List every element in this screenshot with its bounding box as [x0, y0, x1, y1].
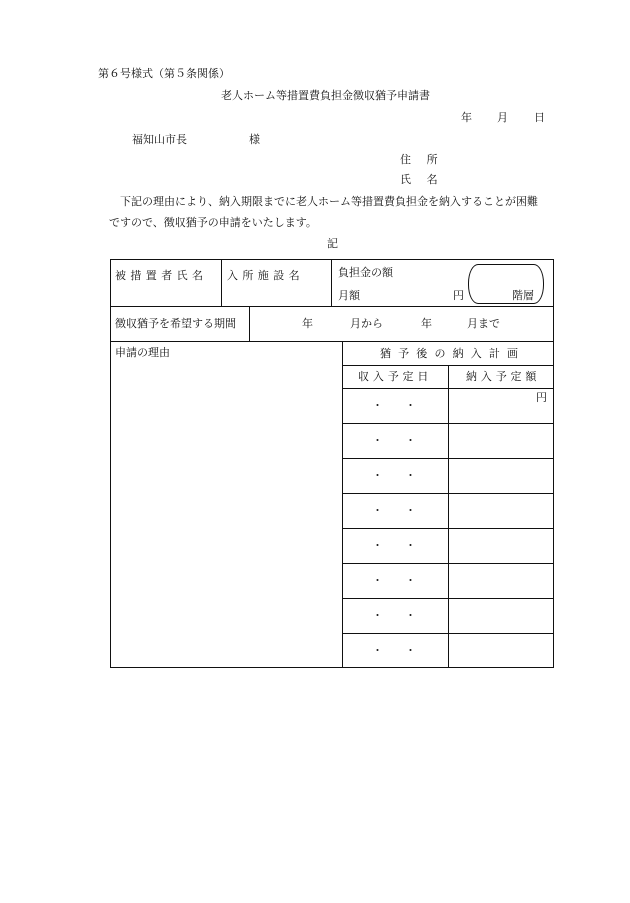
date-day-label: 日 [534, 111, 545, 124]
plan-date-row: ・ ・ [372, 609, 416, 622]
page-title: 老人ホーム等措置費負担金徴収猶予申請書 [221, 89, 430, 102]
recipient-honorific: 様 [249, 133, 260, 146]
facility-label: 入所施設名 [227, 269, 304, 282]
person-name-label: 被措置者氏名 [115, 269, 208, 282]
plan-date-row: ・ ・ [372, 644, 416, 657]
period-year-2: 年 [421, 317, 432, 330]
plan-date-row: ・ ・ [372, 469, 416, 482]
date-year-label: 年 [461, 111, 472, 124]
recipient-name: 福知山市長 [132, 133, 187, 146]
plan-date-row: ・ ・ [372, 504, 416, 517]
deferral-period-label: 徴収猶予を希望する期間 [115, 317, 236, 330]
plan-date-row: ・ ・ [372, 539, 416, 552]
plan-date-row: ・ ・ [372, 399, 416, 412]
body-text-line2: ですので、徴収猶予の申請をいたします。 [109, 216, 317, 229]
period-year-1: 年 [302, 317, 313, 330]
burden-amount-label: 負担金の額 [338, 266, 393, 279]
plan-col-amount: 納入予定額 [466, 370, 541, 383]
plan-date-row: ・ ・ [372, 574, 416, 587]
reason-label: 申請の理由 [115, 346, 170, 359]
ki-label: 記 [327, 237, 338, 250]
tier-label: 階層 [512, 289, 534, 302]
plan-title: 猶予後の納入計画 [380, 347, 526, 360]
plan-amount-unit: 円 [536, 391, 547, 404]
body-text-line1: 下記の理由により、納入期限までに老人ホーム等措置費負担金を納入することが困難 [120, 195, 538, 208]
plan-date-row: ・ ・ [372, 434, 416, 447]
applicant-name-label: 氏 名 [400, 173, 444, 186]
address-label: 住 所 [400, 153, 444, 166]
form-number: 第６号様式（第５条関係） [98, 67, 230, 80]
monthly-amount-label: 月額 [338, 289, 360, 302]
period-from: 月から [350, 317, 383, 330]
date-month-label: 月 [497, 111, 508, 124]
monthly-yen-label: 円 [453, 289, 464, 302]
plan-col-date: 収入予定日 [358, 370, 433, 383]
period-until: 月まで [467, 317, 500, 330]
